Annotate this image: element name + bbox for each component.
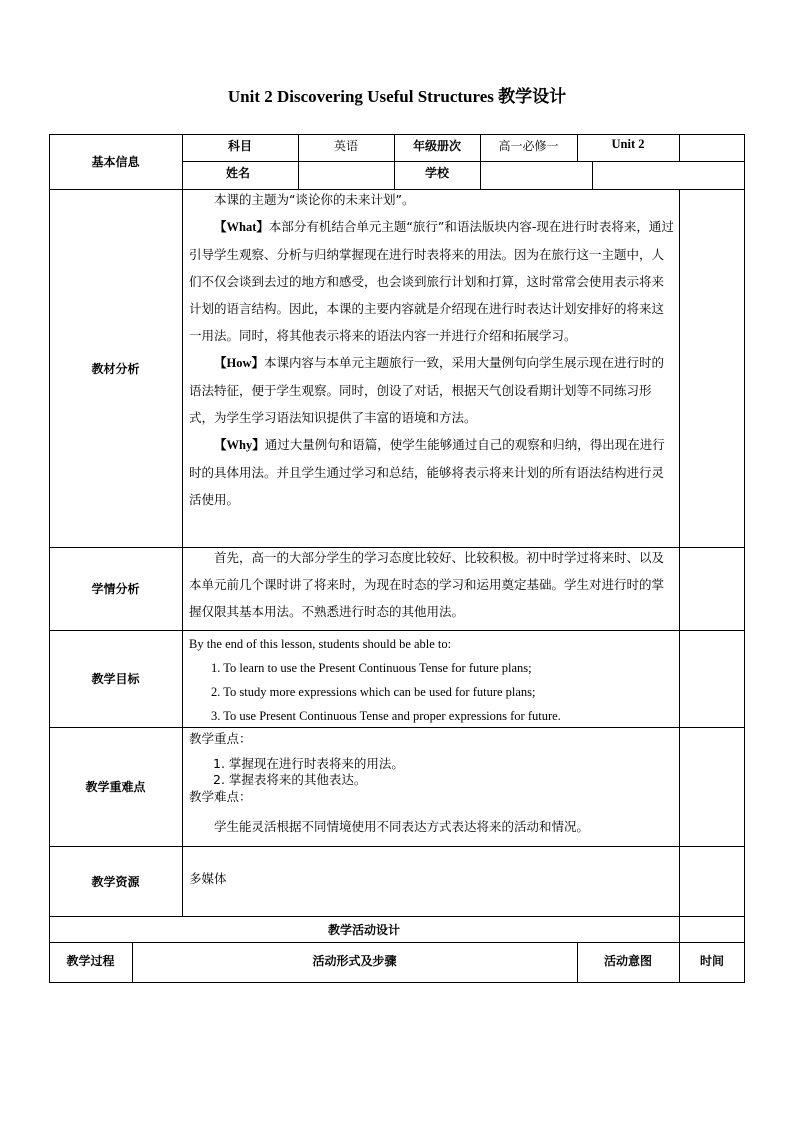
page-title: Unit 2 Discovering Useful Structures 教学设计 — [227, 87, 567, 106]
grade-value: 高一必修一 — [498, 139, 559, 153]
how-tag: 【How】 — [214, 356, 265, 370]
material-how — [189, 349, 675, 431]
subject-value: 英语 — [333, 139, 358, 153]
activity-design-label: 教学活动设计 — [327, 922, 400, 937]
how-text: 本课内容与本单元主题旅行一致，采用大量例句向学生展示现在进行时的语法特征，便于学生观察。同时，创设了对话，根据天气创设看期计划等不同练习形式，为学生学习语法知识提供了丰富的语境和方法。 — [189, 355, 665, 425]
col-steps-header: 活动形式及步骤 — [312, 953, 397, 968]
material-why — [189, 431, 675, 513]
objective-item: 1. To learn to use the Present Continuous Tense for future plans; — [211, 661, 532, 675]
objective-item: 2. To study more expressions which can be used for future plans; — [211, 685, 536, 699]
student-analysis-content — [189, 544, 675, 625]
col-divider — [592, 161, 593, 189]
material-what — [189, 213, 675, 349]
what-tag: 【What】 — [214, 220, 269, 234]
resources-label: 教学资源 — [91, 874, 140, 889]
col-process-header: 教学过程 — [66, 953, 115, 968]
basic-info-label: 基本信息 — [91, 155, 140, 169]
difficulty-label: 教学难点： — [189, 789, 252, 804]
focus-item: 1. 掌握现在进行时表将来的用法。 — [213, 756, 404, 771]
objectives-content — [189, 632, 675, 728]
col-intent-header: 活动意图 — [603, 953, 652, 968]
col-divider — [182, 134, 183, 916]
student-analysis-text: 首先，高一的大部分学生的学习态度比较好、比较积极。初中时学过将来时、以及本单元前几个课时讲了将来时，为现在时态的学习和运用奠定基础。学生对进行时的掌握仅限其基本用法。不熟悉进行时态的其他用法。 — [189, 550, 665, 619]
student-analysis-label: 学情分析 — [91, 582, 140, 596]
material-analysis-label: 教材分析 — [91, 361, 140, 376]
school-label: 学校 — [424, 166, 449, 180]
key-points-label: 教学重难点 — [85, 780, 146, 794]
key-points-content — [189, 730, 675, 836]
material-intro: 本课的主题为“谈论你的未来计划”。 — [214, 192, 415, 207]
difficulty-text: 学生能灵活根据不同情境使用不同表达方式表达将来的活动和情况。 — [214, 819, 590, 834]
resources-value: 多媒体 — [189, 871, 227, 886]
material-analysis-content — [189, 186, 675, 513]
why-tag: 【Why】 — [214, 438, 265, 452]
objective-item: 3. To use Present Continuous Tense and proper expressions for future. — [211, 709, 561, 723]
unit-value: Unit 2 — [611, 137, 645, 151]
col-divider — [679, 134, 680, 161]
subject-label: 科目 — [227, 139, 252, 153]
col-divider — [679, 189, 680, 942]
col-time-header: 时间 — [699, 953, 724, 968]
focus-label: 教学重点： — [189, 731, 252, 746]
why-text: 通过大量例句和语篇，使学生能够通过自己的观察和归纳，得出现在进行时的具体用法。并且学生通过学习和总结，能够将表示将来计划的所有语法结构进行灵活使用。 — [189, 437, 665, 507]
name-label: 姓名 — [226, 166, 251, 180]
what-text: 本部分有机结合单元主题“旅行”和语法版块内容-现在进行时表将来，通过引导学生观察、分析与归纳掌握现在进行时表将来的用法。因为在旅行这一主题中，人们不仅会谈到去过的地方和感受，也会谈到旅行计划和打算，这时常常会使用表示将来计划的语言结构。因此，本课的主要内容就是介绍现在进行时表达计划安排好的将来这一用法。同时，将其他表示将来的语法内容一并进行介绍和拓展学习。 — [189, 219, 674, 343]
objectives-intro: By the end of this lesson, students should be able to: — [189, 637, 452, 651]
objectives-label: 教学目标 — [91, 672, 140, 686]
grade-label: 年级册次 — [412, 139, 461, 153]
focus-item: 2. 掌握表将来的其他表达。 — [213, 772, 367, 787]
